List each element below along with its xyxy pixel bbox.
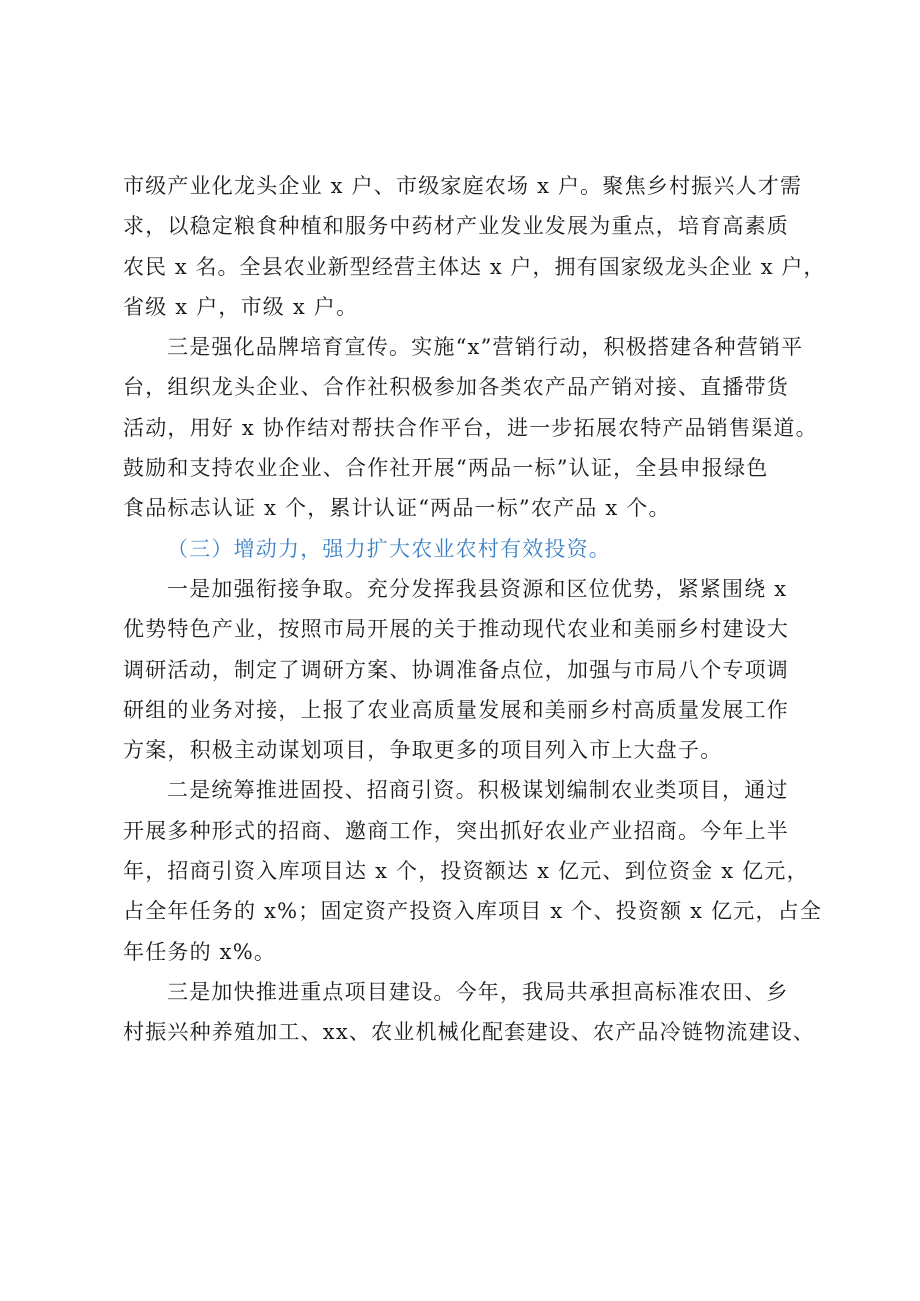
text-line: 鼓励和支持农业企业、合作社开展“两品一标”认证，全县申报绿色 <box>123 456 769 481</box>
text-line: 农民 x 名。全县农业新型经营主体达 x 户，拥有国家级龙头企业 x 户， <box>123 254 826 279</box>
paragraph-talent <box>123 166 825 327</box>
paragraph-investment <box>123 770 825 971</box>
paragraph-connect <box>123 569 825 770</box>
text-line: 三是强化品牌培育宣传。实施“x”营销行动，积极搭建各种营销平 <box>167 335 804 360</box>
paragraph-projects <box>123 972 825 1053</box>
text-line: 三是加快推进重点项目建设。今年，我局共承担高标准农田、乡 <box>167 979 789 1004</box>
text-line: 食品标志认证 x 个，累计认证“两品一标”农产品 x 个。 <box>123 496 671 521</box>
text-line: 省级 x 户，市级 x 户。 <box>123 294 359 319</box>
text-line: 一是加强衔接争取。充分发挥我县资源和区位优势，紧紧围绕 x <box>167 576 788 601</box>
document-body <box>123 166 825 1053</box>
text-line: 调研活动，制定了调研方案、协调准备点位，加强与市局八个专项调 <box>123 657 789 682</box>
text-line: 二是统筹推进固投、招商引资。积极谋划编制农业类项目，通过 <box>167 778 789 803</box>
text-line: 台，组织龙头企业、合作社积极参加各类农产品产销对接、直播带货 <box>123 375 789 400</box>
heading-line: （三）增动力，强力扩大农业农村有效投资。 <box>167 536 611 561</box>
text-line: 优势特色产业，按照市局开展的关于推动现代农业和美丽乡村建设大 <box>123 617 789 642</box>
section-heading <box>123 529 825 569</box>
text-line: 市级产业化龙头企业 x 户、市级家庭农场 x 户。聚焦乡村振兴人才需 <box>123 174 803 198</box>
text-line: 活动，用好 x 协作结对帮扶合作平台，进一步拓展农特产品销售渠道。 <box>123 415 818 440</box>
text-line: 年，招商引资入库项目达 x 个，投资额达 x 亿元、到位资金 x 亿元， <box>123 859 809 884</box>
paragraph-brand <box>123 327 825 528</box>
text-line: 方案，积极主动谋划项目，争取更多的项目列入市上大盘子。 <box>123 738 723 763</box>
text-line: 占全年任务的 x%；固定资产投资入库项目 x 个、投资额 x 亿元，占全 <box>123 899 823 924</box>
text-line: 年任务的 x%。 <box>123 939 277 964</box>
text-line: 村振兴种养殖加工、xx、农业机械化配套建设、农产品冷链物流建设、 <box>123 1020 816 1045</box>
text-line: 研组的业务对接，上报了农业高质量发展和美丽乡村高质量发展工作 <box>123 697 789 722</box>
text-line: 开展多种形式的招商、邀商工作，突出抓好农业产业招商。今年上半 <box>123 818 789 843</box>
text-line: 求，以稳定粮食种植和服务中药材产业发业发展为重点，培育高素质 <box>123 214 789 239</box>
